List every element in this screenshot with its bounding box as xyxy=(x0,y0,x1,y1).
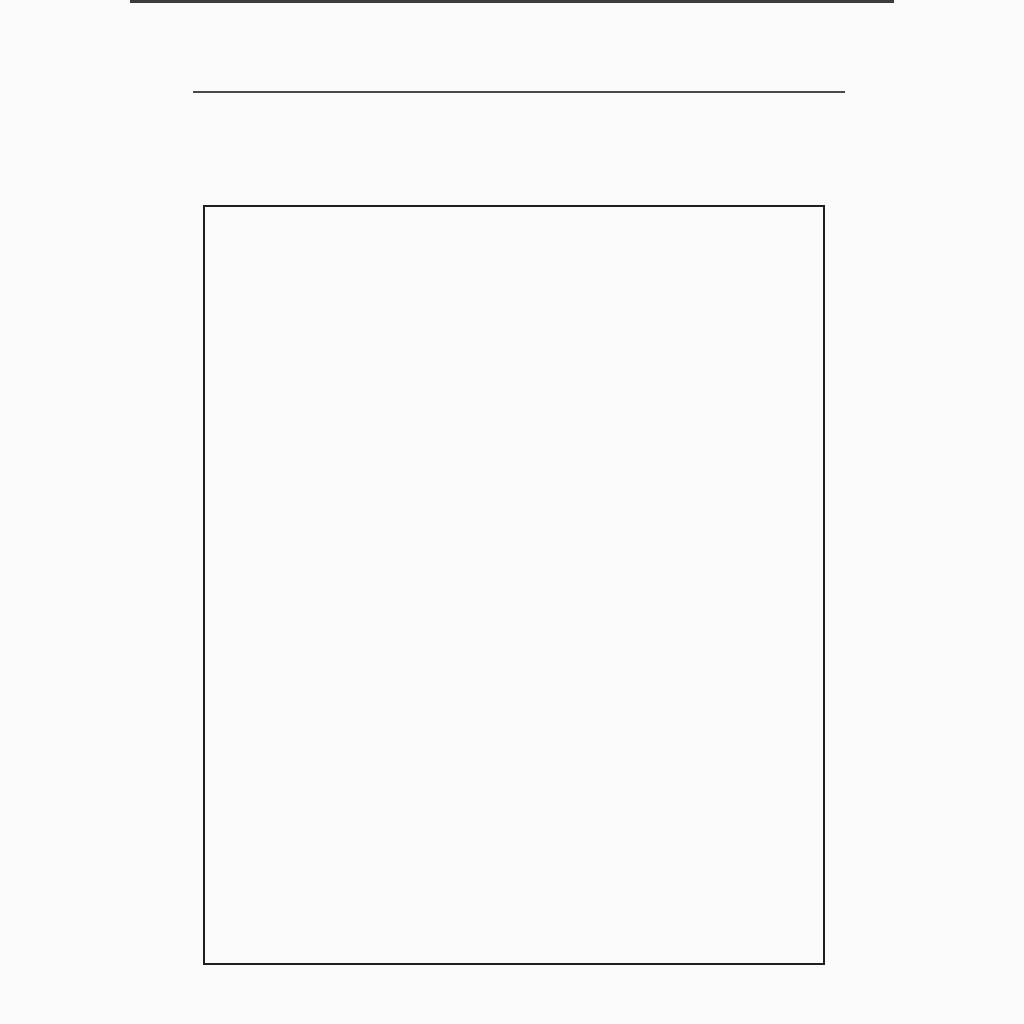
title-underline xyxy=(193,91,845,93)
page-top-rule xyxy=(130,0,894,3)
page-title-separator xyxy=(513,58,525,81)
pieces-table xyxy=(203,205,825,965)
page-title xyxy=(193,58,845,82)
